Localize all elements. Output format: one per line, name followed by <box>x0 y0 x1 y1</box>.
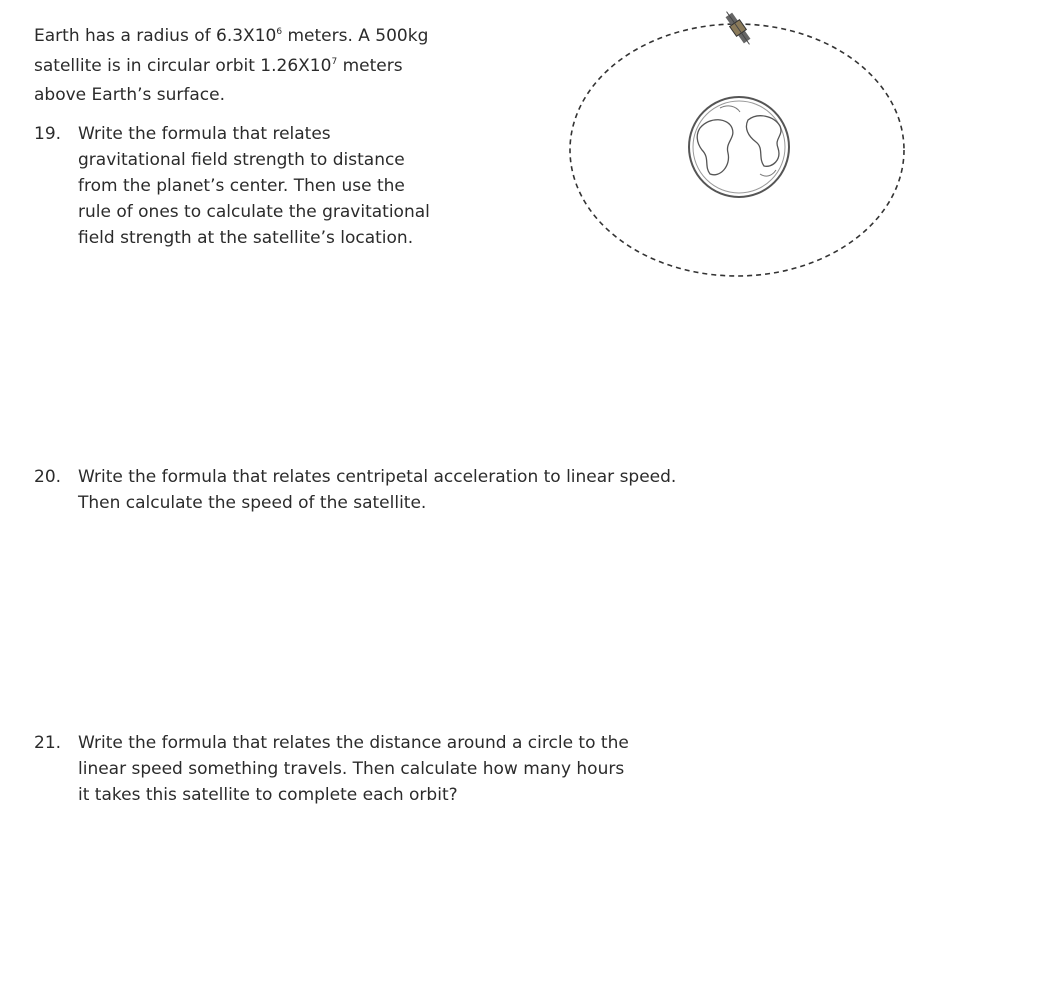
question-text: rule of ones to calculate the gravitational <box>78 202 430 222</box>
exponent: 6 <box>276 27 283 37</box>
intro-line-3: above Earth’s surface. <box>34 85 226 105</box>
question-number: 20. <box>34 467 62 487</box>
problem-intro <box>34 22 574 111</box>
question-21 <box>34 730 629 808</box>
question-text: field strength at the satellite’s location. <box>78 228 414 248</box>
question-19 <box>34 121 430 251</box>
question-text: linear speed something travels. Then calculate how many hours <box>78 759 625 779</box>
question-number: 19. <box>34 124 62 144</box>
earth-icon <box>689 97 789 197</box>
question-text: gravitational field strength to distance <box>78 150 405 170</box>
question-text: Write the formula that relates centripetal acceleration to linear speed. <box>78 467 677 487</box>
question-text: Write the formula that relates the distance around a circle to the <box>78 733 629 753</box>
question-text: it takes this satellite to complete each orbit? <box>78 785 458 805</box>
question-text: from the planet’s center. Then use the <box>78 176 405 196</box>
question-text: Then calculate the speed of the satellite. <box>78 493 427 513</box>
orbit-diagram <box>560 8 920 288</box>
satellite-icon <box>722 8 755 48</box>
question-number: 21. <box>34 733 62 753</box>
question-20 <box>34 464 676 516</box>
question-text: Write the formula that relates <box>78 124 331 144</box>
intro-line-1: Earth has a radius of $6.3X10^6$ meters. A 500kg <box>34 26 429 46</box>
exponent: 7 <box>331 56 338 67</box>
intro-line-2: satellite is in circular orbit $1.26X10^7$ meters <box>34 55 403 76</box>
